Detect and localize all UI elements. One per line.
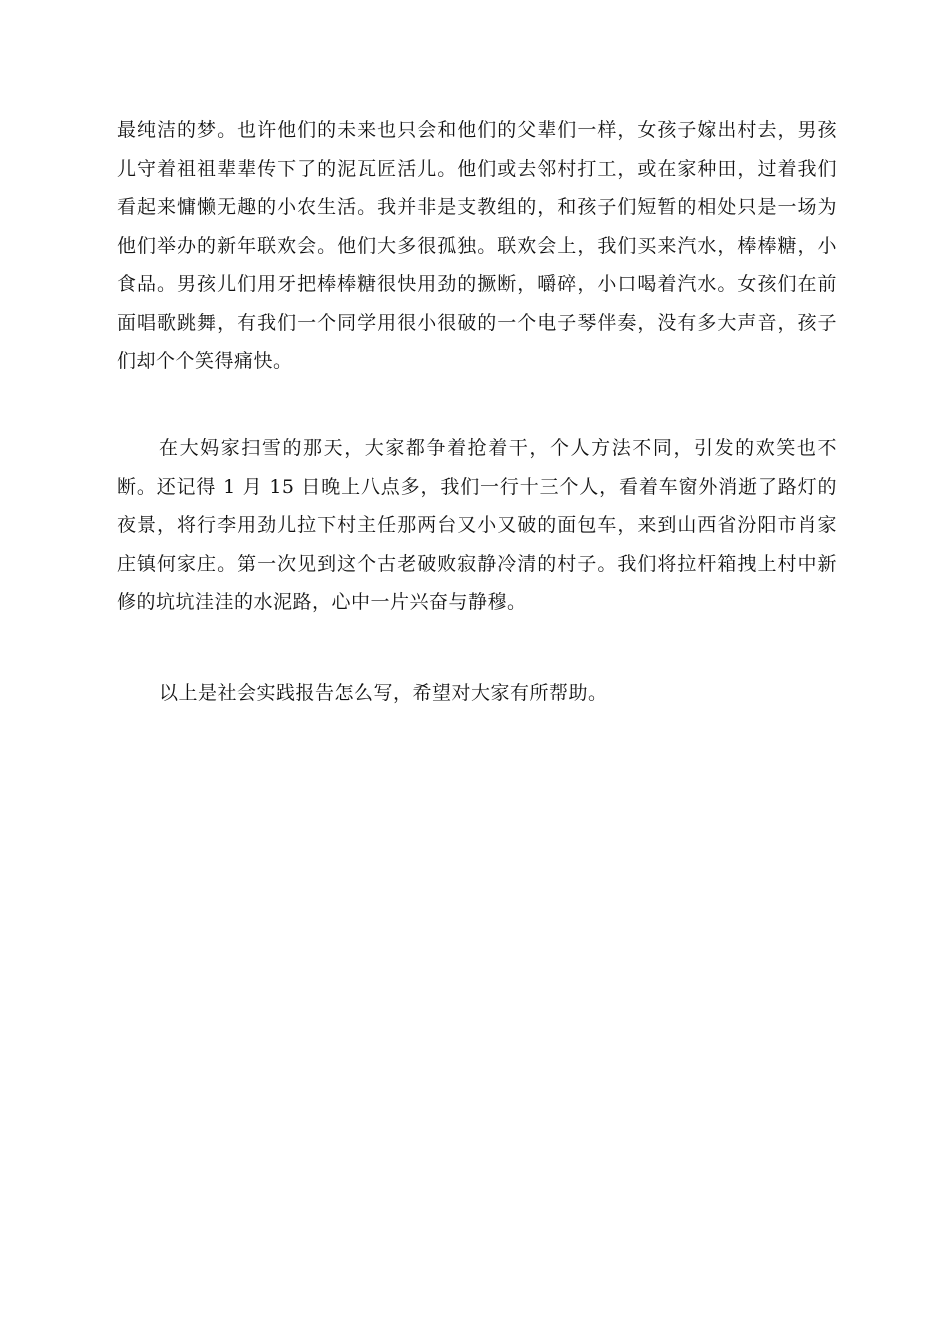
paragraph-conclusion: 以上是社会实践报告怎么写，希望对大家有所帮助。 <box>159 682 608 704</box>
paragraph-snow-sweeping: 在大妈家扫雪的那天，大家都争着抢着干，个人方法不同，引发的欢笑也不断。还记得 1 月 15 日晚上八点多，我们一行十三个人，看着车窗外消逝了路灯的夜景，将行李用劲儿拉下村主任那两台又小又破的面包车，来到山西省汾阳市肖家庄镇何家庄。第一次见到这个古老破败寂静冷清的村子。我们将拉杆箱拽上村中新修的坑坑洼洼的水泥路，心中一片兴奋与静穆。 <box>117 437 837 613</box>
paragraph-continuation: 最纯洁的梦。也许他们的未来也只会和他们的父辈们一样，女孩子嫁出村去，男孩儿守着祖祖辈辈传下了的泥瓦匠活儿。他们或去邻村打工，或在家种田，过着我们看起来慵懒无趣的小农生活。我并非是支教组的，和孩子们短暂的相处只是一场为他们举办的新年联欢会。他们大多很孤独。联欢会上，我们买来汽水，棒棒糖，小食品。男孩儿们用牙把棒棒糖很快用劲的撅断，嚼碎，小口喝着汽水。女孩们在前面唱歌跳舞，有我们一个同学用很小很破的一个电子琴伴奏，没有多大声音，孩子们却个个笑得痛快。 <box>117 119 837 372</box>
